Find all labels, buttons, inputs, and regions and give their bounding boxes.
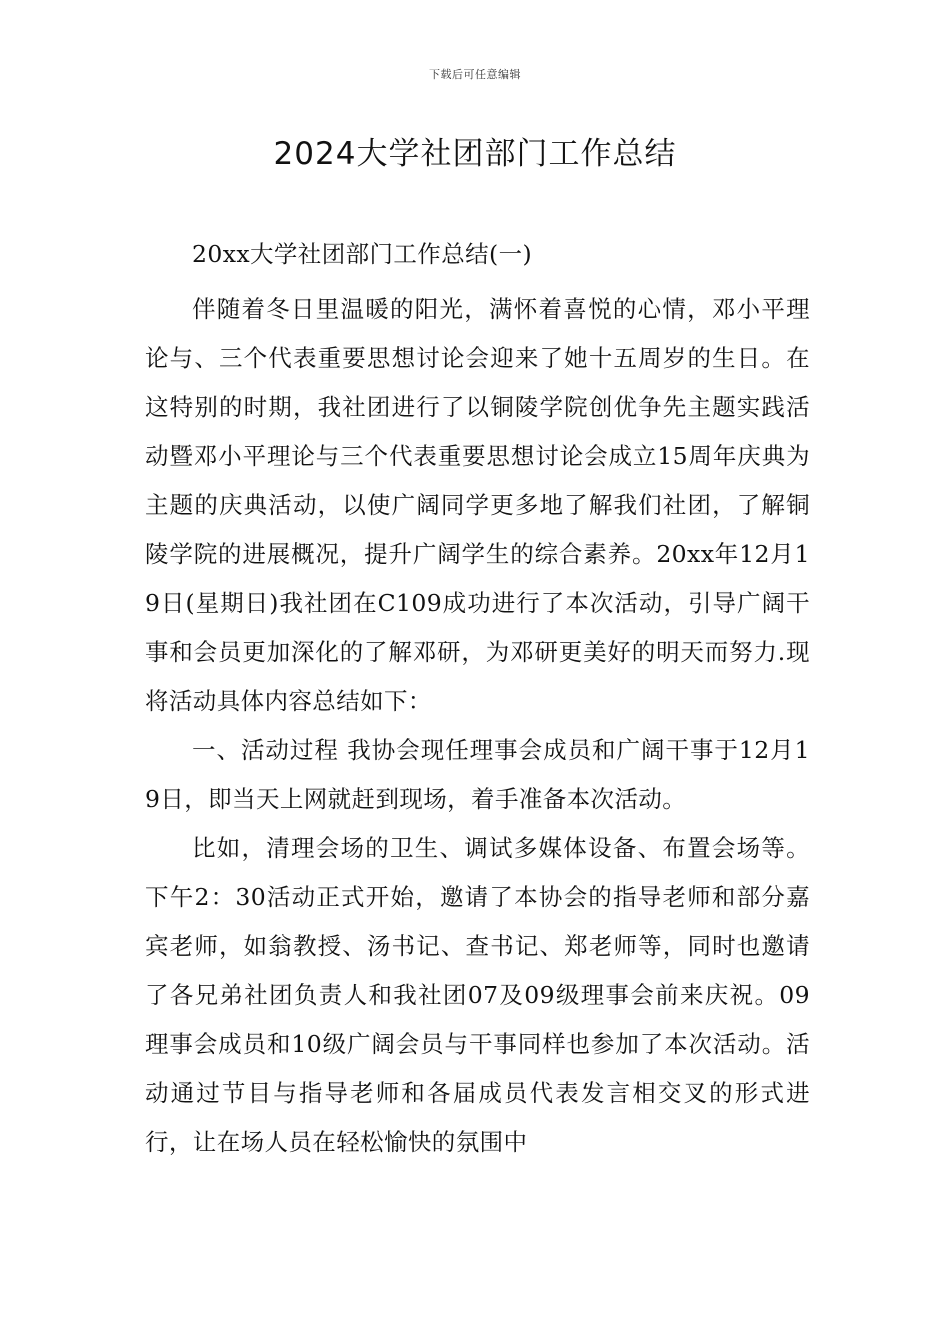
document-title: 2024大学社团部门工作总结 — [273, 136, 677, 172]
paragraph-activity-process: 一、活动过程 我协会现任理事会成员和广阔干事于12月19日，即当天上网就赶到现场，着手准备本次活动。 — [145, 736, 810, 813]
paragraph-activity-details: 比如，清理会场的卫生、调试多媒体设备、布置会场等。下午2：30活动正式开始，邀请了本协会的指导老师和部分嘉宾老师，如翁教授、汤书记、查书记、郑老师等，同时也邀请了各兄弟社团负责人和我社团07及09级理事会前来庆祝。09理事会成员和10级广阔会员与干事同样也参加了本次活动。活动通过节目与指导老师和各届成员代表发言相交叉的形式进行，让在场人员在轻松愉快的氛围中 — [145, 834, 810, 1156]
document-subtitle: 20xx大学社团部门工作总结(一) — [192, 240, 533, 268]
document-body — [145, 230, 810, 1167]
page-header-note: 下载后可任意编辑 — [429, 68, 521, 81]
paragraph-intro: 伴随着冬日里温暖的阳光，满怀着喜悦的心情，邓小平理论与、三个代表重要思想讨论会迎来了她十五周岁的生日。在这特别的时期，我社团进行了以铜陵学院创优争先主题实践活动暨邓小平理论与三个代表重要思想讨论会成立15周年庆典为主题的庆典活动，以使广阔同学更多地了解我们社团，了解铜陵学院的进展概况，提升广阔学生的综合素养。20xx年12月19日(星期日)我社团在C109成功进行了本次活动，引导广阔干事和会员更加深化的了解邓研，为邓研更美好的明天而努力.现将活动具体内容总结如下： — [145, 295, 810, 715]
